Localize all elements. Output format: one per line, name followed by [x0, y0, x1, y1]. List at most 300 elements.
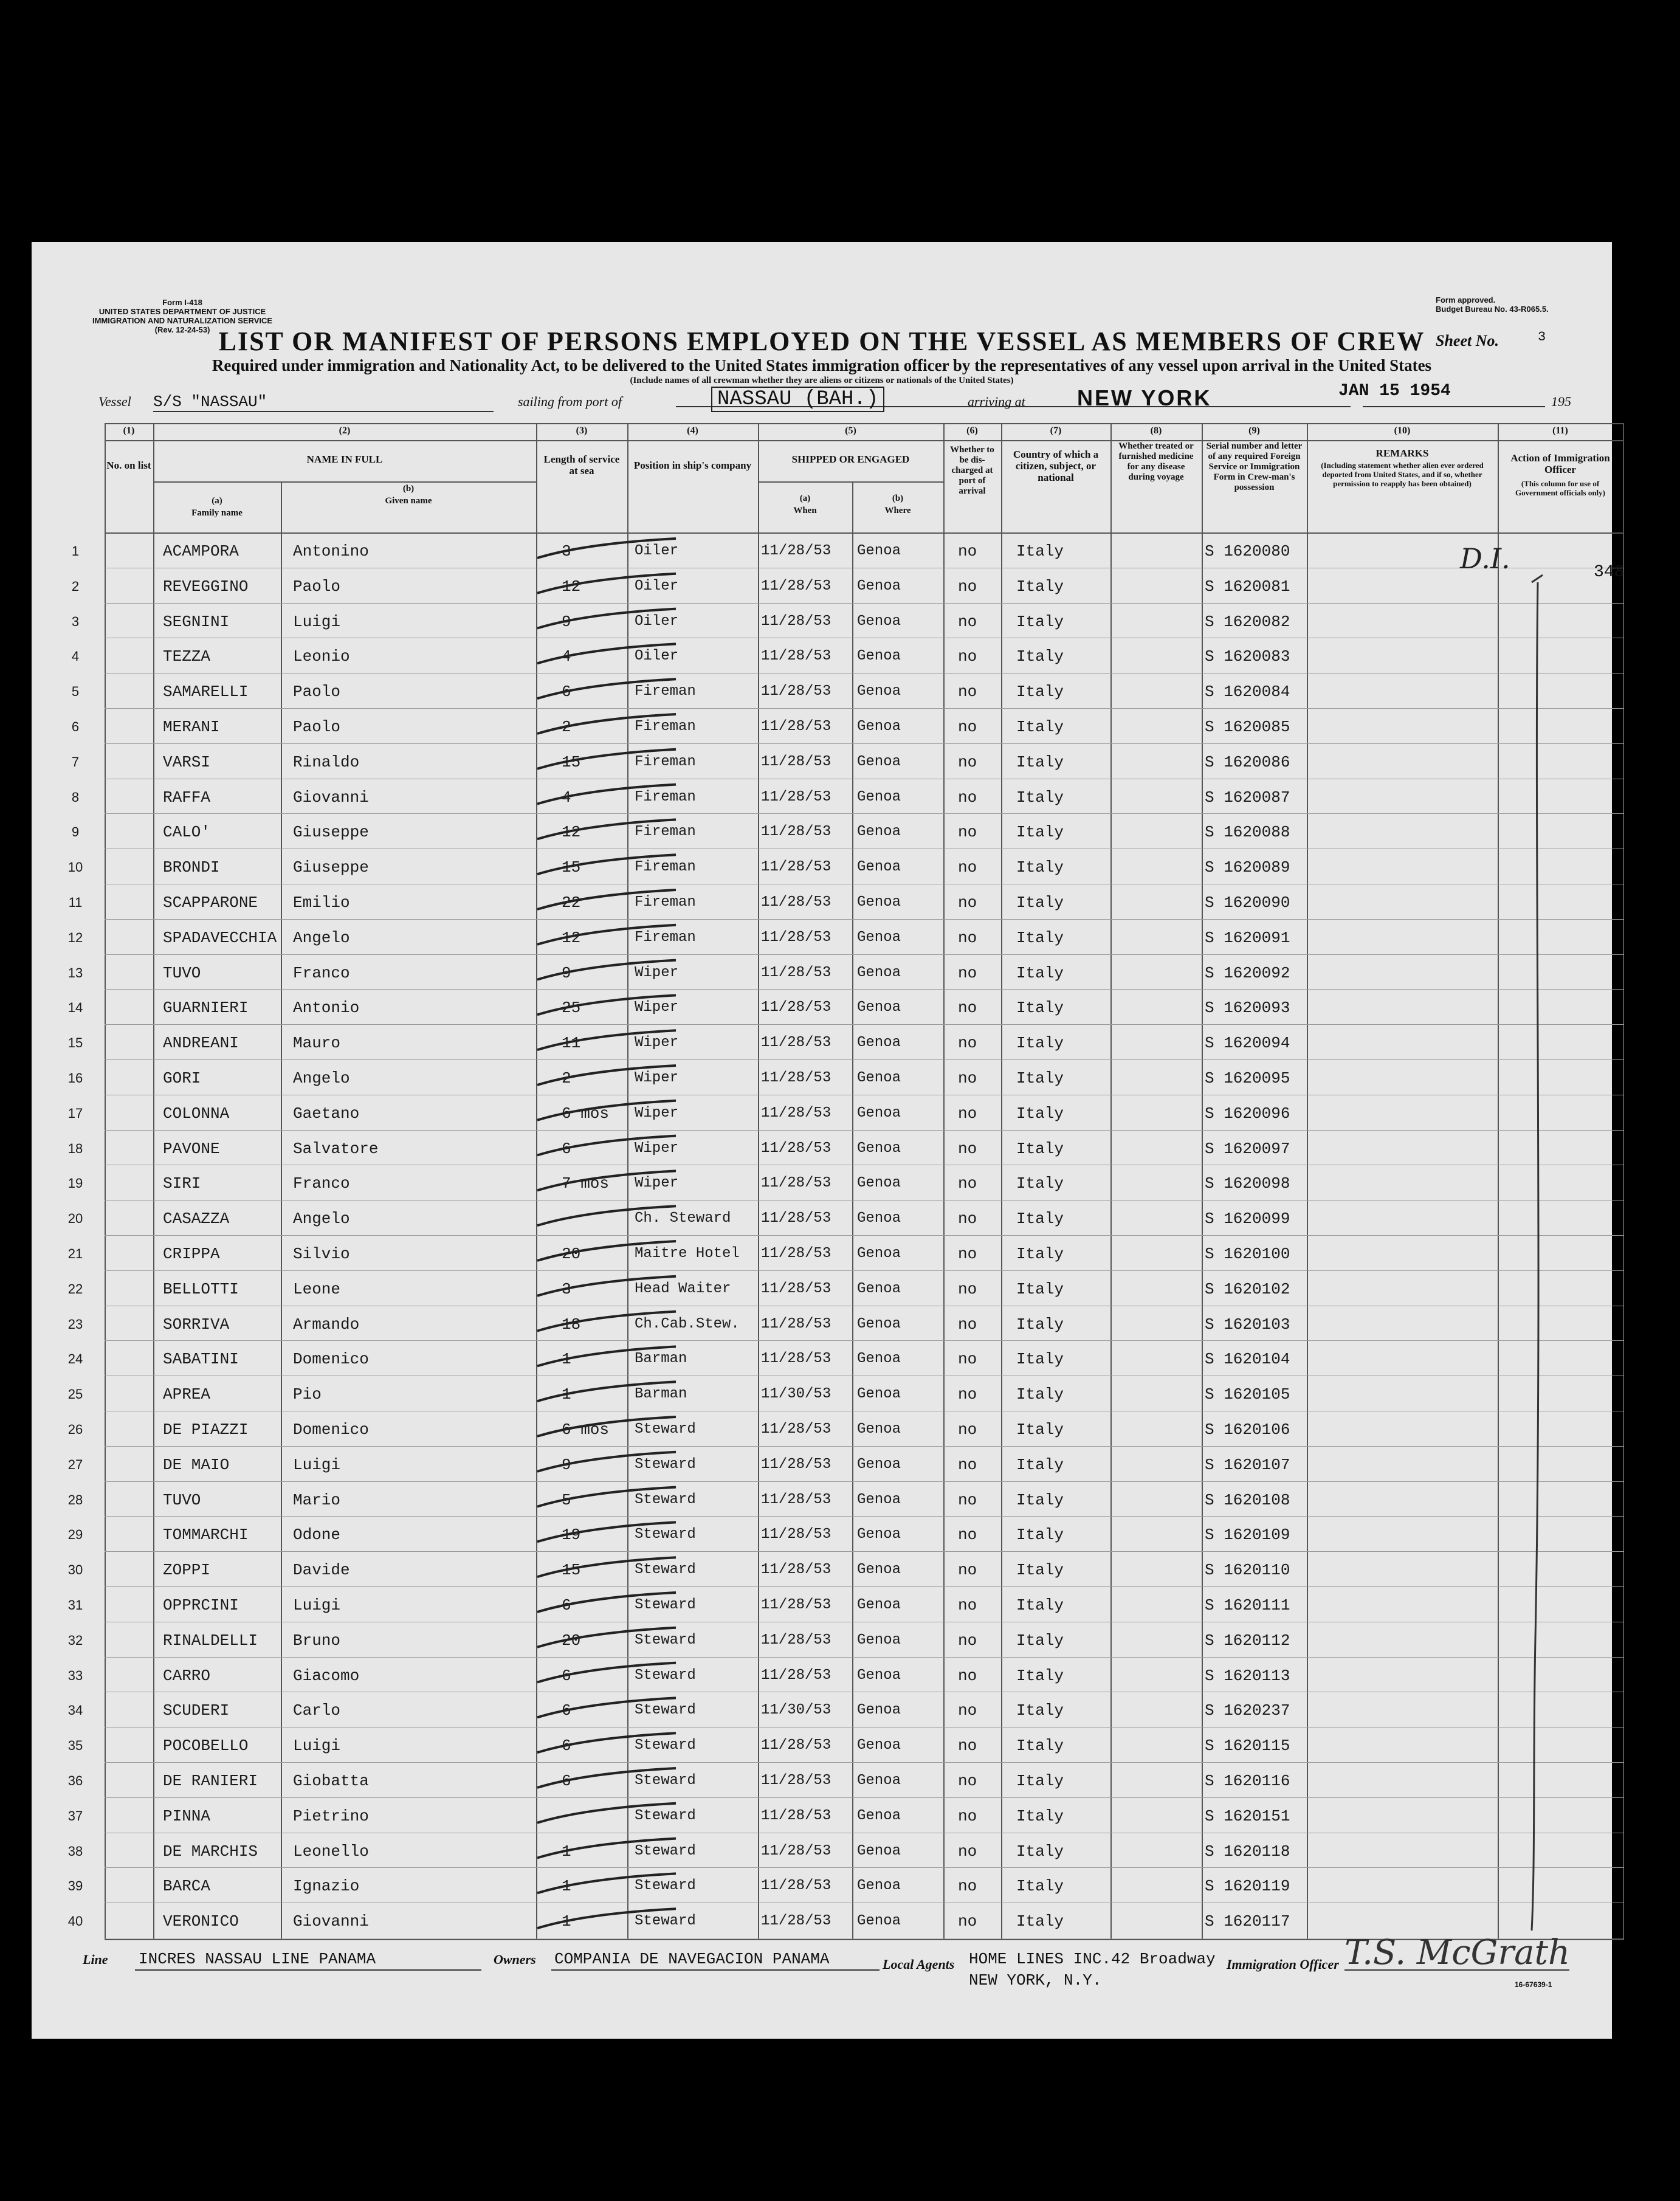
crew-family-name: SAMARELLI: [163, 683, 249, 701]
check-mark: [537, 1066, 679, 1086]
crew-shipped-where: Genoa: [857, 1702, 901, 1719]
crew-position: Oiler: [635, 648, 679, 665]
form-approval: [1436, 295, 1549, 314]
crew-discharged: no: [958, 1280, 977, 1298]
crew-discharged: no: [958, 1807, 977, 1825]
crew-serial-number: S 1620118: [1205, 1842, 1290, 1861]
crew-country: Italy: [1016, 1596, 1064, 1614]
form-number: Form I-418: [162, 298, 202, 307]
manifest-sheet: [32, 242, 1625, 2039]
crew-shipped-when: 11/28/53: [761, 613, 831, 630]
crew-country: Italy: [1016, 963, 1064, 982]
crew-discharged: no: [958, 1245, 977, 1263]
crew-given-name: Franco: [293, 963, 350, 982]
header-name-in-full: NAME IN FULL: [306, 453, 383, 465]
sheet-number-label: Sheet No.: [1436, 332, 1499, 350]
crew-country: Italy: [1016, 577, 1064, 596]
crew-country: Italy: [1016, 1315, 1064, 1334]
crew-discharged: no: [958, 1315, 977, 1334]
crew-country: Italy: [1016, 1455, 1064, 1474]
row-number: 10: [67, 859, 83, 875]
crew-shipped-when: 11/28/53: [761, 1772, 831, 1789]
include-note: (Include names of all crewman whether they are aliens or citizens or nationals of the United States): [630, 376, 1014, 385]
crew-shipped-where: Genoa: [857, 824, 901, 841]
crew-position: Steward: [635, 1702, 696, 1719]
check-mark: [537, 1312, 676, 1331]
crew-family-name: DE MARCHIS: [163, 1842, 258, 1861]
crew-shipped-where: Genoa: [857, 1104, 901, 1121]
crew-shipped-when: 11/28/53: [761, 1070, 831, 1086]
row-number: 16: [67, 1070, 83, 1086]
crew-position: Wiper: [635, 1104, 679, 1121]
crew-family-name: BRONDI: [163, 858, 220, 877]
crew-position: Oiler: [635, 613, 679, 630]
row-number: 9: [71, 824, 80, 840]
crew-given-name: Leone: [293, 1280, 341, 1298]
crew-country: Italy: [1016, 788, 1064, 807]
crew-shipped-when: 11/30/53: [761, 1702, 831, 1719]
crew-serial-number: S 1620084: [1205, 683, 1290, 701]
crew-shipped-when: 11/28/53: [761, 1913, 831, 1930]
check-mark: [537, 1030, 679, 1053]
side-number: 348: [1594, 563, 1625, 582]
crew-given-name: Bruno: [293, 1631, 341, 1650]
crew-position: Steward: [635, 1491, 696, 1508]
header-remarks-note: (Including statement whether alien ever ordered deported from United States, and if so, whether permission to reapply has been obtained): [1321, 461, 1484, 488]
crew-family-name: APREA: [163, 1385, 211, 1404]
crew-country: Italy: [1016, 753, 1064, 771]
crew-serial-number: S 1620103: [1205, 1315, 1290, 1334]
crew-serial-number: S 1620111: [1205, 1596, 1290, 1614]
crew-family-name: ZOPPI: [163, 1561, 211, 1580]
crew-country: Italy: [1016, 1490, 1064, 1509]
crew-position: Oiler: [635, 543, 679, 559]
sheet-number-value: 3: [1538, 329, 1546, 345]
check-mark: [537, 1698, 676, 1717]
row-number: 20: [67, 1211, 83, 1227]
year-underline: [1363, 406, 1545, 407]
row-number: 13: [67, 965, 83, 980]
row-number: 11: [68, 895, 83, 910]
crew-discharged: no: [958, 894, 977, 912]
crew-shipped-where: Genoa: [857, 788, 901, 805]
check-mark: [537, 644, 676, 663]
crew-shipped-when: 11/28/53: [761, 929, 831, 946]
crew-shipped-when: 11/28/53: [761, 1562, 831, 1579]
crew-discharged: no: [958, 1174, 977, 1193]
crew-position: Ch. Steward: [635, 1210, 731, 1227]
crew-family-name: PINNA: [163, 1807, 211, 1825]
crew-shipped-when: 11/28/53: [761, 999, 831, 1016]
crew-discharged: no: [958, 1772, 977, 1790]
crew-country: Italy: [1016, 1807, 1064, 1825]
crew-family-name: DE MAIO: [163, 1455, 230, 1474]
crew-shipped-when: 11/28/53: [761, 577, 831, 594]
crew-shipped-where: Genoa: [857, 1562, 901, 1579]
crew-given-name: Luigi: [293, 1596, 341, 1614]
crew-serial-number: S 1620085: [1205, 718, 1290, 736]
crew-country: Italy: [1016, 1737, 1064, 1755]
crew-given-name: Domenico: [293, 1421, 369, 1439]
crew-serial-number: S 1620094: [1205, 1034, 1290, 1053]
row-number: 36: [67, 1773, 83, 1788]
crew-shipped-where: Genoa: [857, 1315, 901, 1332]
check-mark: [537, 1101, 676, 1120]
row-number: 23: [67, 1316, 83, 1332]
crew-position: Steward: [635, 1807, 696, 1824]
crew-length-of-service: 1: [562, 1350, 571, 1369]
page-title: LIST OR MANIFEST OF PERSONS EMPLOYED ON THE VESSEL AS MEMBERS OF CREW: [218, 326, 1425, 356]
crew-given-name: Davide: [293, 1561, 350, 1580]
crew-length-of-service: 6: [562, 1701, 571, 1720]
row-number: 35: [67, 1738, 83, 1754]
crew-discharged: no: [958, 1701, 977, 1720]
crew-shipped-when: 11/28/53: [761, 1667, 831, 1684]
officer-mark: D.I.: [1460, 542, 1510, 575]
col-num-4: (4): [687, 425, 698, 436]
crew-family-name: SORRIVA: [163, 1315, 230, 1334]
crew-shipped-where: Genoa: [857, 648, 901, 665]
crew-country: Italy: [1016, 612, 1064, 631]
sailing-from-label: sailing from port of: [518, 394, 622, 409]
check-mark: [537, 1487, 676, 1507]
crew-position: Steward: [635, 1878, 696, 1895]
row-number: 19: [67, 1176, 83, 1191]
crew-shipped-where: Genoa: [857, 683, 901, 700]
crew-length-of-service: 9: [562, 963, 571, 982]
header-when-sub: (a): [799, 494, 811, 503]
crew-family-name: ACAMPORA: [163, 542, 239, 560]
crew-length-of-service: 6: [562, 683, 571, 701]
row-number: 29: [67, 1527, 83, 1543]
crew-discharged: no: [958, 612, 977, 631]
officer-bracket-line: [1532, 582, 1538, 1931]
crew-country: Italy: [1016, 1421, 1064, 1439]
col-num-2: (2): [339, 425, 351, 436]
crew-family-name: CRIPPA: [163, 1245, 220, 1263]
crew-discharged: no: [958, 1350, 977, 1369]
crew-serial-number: S 1620104: [1205, 1350, 1290, 1369]
crew-given-name: Odone: [293, 1526, 341, 1545]
crew-discharged: no: [958, 718, 977, 736]
check-mark: [537, 1733, 676, 1752]
header-length-of-service: Length of service at sea: [543, 453, 620, 477]
agency-service: IMMIGRATION AND NATURALIZATION SERVICE: [92, 316, 273, 325]
crew-shipped-when: 11/28/53: [761, 1456, 831, 1473]
row-number: 28: [67, 1492, 83, 1507]
crew-country: Italy: [1016, 1631, 1064, 1650]
requirement-text: Required under immigration and Nationality Act, to be delivered to the United States immigration officer by the representatives of any vessel upon arrival in the United States: [212, 356, 1432, 374]
crew-serial-number: S 1620106: [1205, 1421, 1290, 1439]
crew-position: Fireman: [635, 929, 696, 946]
crew-serial-number: S 1620090: [1205, 894, 1290, 912]
header-discharged: Whether to be dis-charged at port of arrival: [950, 445, 994, 496]
crew-position: Oiler: [635, 577, 679, 594]
header-given-name: Given name: [385, 496, 432, 506]
crew-given-name: Giobatta: [293, 1772, 369, 1790]
check-mark: [537, 1873, 676, 1896]
crew-given-name: Giuseppe: [293, 858, 369, 877]
crew-shipped-where: Genoa: [857, 929, 901, 946]
crew-country: Italy: [1016, 894, 1064, 912]
check-mark: [537, 855, 676, 874]
crew-shipped-when: 11/28/53: [761, 1878, 831, 1895]
crew-discharged: no: [958, 1490, 977, 1509]
crew-country: Italy: [1016, 1280, 1064, 1298]
crew-length-of-service: 1: [562, 1912, 571, 1931]
col-num-8: (8): [1150, 425, 1162, 436]
crew-shipped-where: Genoa: [857, 1351, 901, 1368]
col-num-1: (1): [123, 425, 135, 436]
crew-family-name: VARSI: [163, 753, 211, 771]
crew-position: Steward: [635, 1772, 696, 1789]
arriving-at-port: NEW YORK: [1077, 385, 1212, 410]
crew-position: Steward: [635, 1597, 696, 1613]
crew-country: Italy: [1016, 928, 1064, 947]
row-number: 2: [71, 578, 80, 594]
crew-given-name: Giuseppe: [293, 823, 369, 842]
crew-shipped-where: Genoa: [857, 1772, 901, 1789]
crew-shipped-when: 11/28/53: [761, 683, 831, 700]
crew-serial-number: S 1620117: [1205, 1912, 1290, 1931]
crew-position: Steward: [635, 1456, 696, 1473]
crew-position: Fireman: [635, 788, 696, 805]
crew-given-name: Ignazio: [293, 1877, 360, 1896]
crew-country: Italy: [1016, 1701, 1064, 1720]
crew-position: Head Waiter: [635, 1280, 731, 1297]
row-number: 15: [67, 1035, 83, 1051]
crew-discharged: no: [958, 577, 977, 596]
check-mark: [537, 749, 676, 769]
col-num-10: (10): [1394, 425, 1411, 436]
crew-discharged: no: [958, 753, 977, 771]
footer-agents-value-2: NEW YORK, N.Y.: [969, 1971, 1102, 1989]
crew-family-name: RAFFA: [163, 788, 211, 807]
header-when: When: [793, 506, 817, 515]
crew-country: Italy: [1016, 1350, 1064, 1369]
crew-length-of-service: 18: [562, 1315, 581, 1334]
crew-shipped-where: Genoa: [857, 1175, 901, 1192]
row-number: 14: [67, 1000, 83, 1016]
crew-family-name: BELLOTTI: [163, 1280, 239, 1298]
crew-length-of-service: 9: [562, 1455, 571, 1474]
crew-country: Italy: [1016, 858, 1064, 877]
crew-serial-number: S 1620105: [1205, 1385, 1290, 1404]
crew-country: Italy: [1016, 1877, 1064, 1896]
crew-shipped-where: Genoa: [857, 1667, 901, 1684]
crew-shipped-when: 11/28/53: [761, 1737, 831, 1754]
check-mark: [537, 609, 679, 630]
crew-given-name: Rinaldo: [293, 753, 360, 771]
crew-serial-number: S 1620110: [1205, 1561, 1290, 1580]
crew-discharged: no: [958, 999, 977, 1018]
crew-given-name: Antonino: [293, 542, 369, 560]
crew-family-name: SCAPPARONE: [163, 894, 258, 912]
form-approved-text: Form approved.: [1436, 295, 1496, 305]
crew-given-name: Mario: [293, 1490, 341, 1509]
crew-given-name: Antonio: [293, 999, 360, 1018]
crew-length-of-service: 11: [562, 1034, 581, 1053]
crew-given-name: Luigi: [293, 612, 341, 631]
row-number: 6: [71, 719, 80, 734]
row-number: 8: [71, 789, 80, 805]
crew-given-name: Angelo: [293, 1069, 350, 1087]
crew-shipped-when: 11/28/53: [761, 1280, 831, 1297]
crew-position: Wiper: [635, 1140, 679, 1157]
crew-shipped-when: 11/28/53: [761, 1315, 831, 1332]
crew-serial-number: S 1620091: [1205, 928, 1290, 947]
crew-shipped-when: 11/28/53: [761, 1210, 831, 1227]
row-number: 5: [71, 684, 80, 700]
header-medicine: Whether treated or furnished medicine for any disease during voyage: [1118, 441, 1194, 482]
col-num-7: (7): [1050, 425, 1062, 436]
footer-officer-underline: [1344, 1969, 1569, 1971]
crew-serial-number: S 1620237: [1205, 1701, 1290, 1720]
crew-shipped-when: 11/28/53: [761, 1140, 831, 1157]
crew-country: Italy: [1016, 1772, 1064, 1790]
row-number: 32: [67, 1632, 83, 1648]
crew-discharged: no: [958, 1455, 977, 1474]
crew-country: Italy: [1016, 999, 1064, 1018]
crew-position: Wiper: [635, 1070, 679, 1086]
crew-given-name: Armando: [293, 1315, 360, 1334]
crew-serial-number: S 1620081: [1205, 577, 1290, 596]
crew-length-of-service: 19: [562, 1526, 581, 1545]
check-mark: [537, 819, 676, 842]
crew-serial-number: S 1620107: [1205, 1455, 1290, 1474]
crew-discharged: no: [958, 1421, 977, 1439]
crew-position: Steward: [635, 1526, 696, 1543]
crew-shipped-when: 11/28/53: [761, 1351, 831, 1368]
crew-serial-number: S 1620097: [1205, 1139, 1290, 1158]
crew-length-of-service: 6 mos: [562, 1421, 610, 1439]
crew-discharged: no: [958, 1737, 977, 1755]
crew-family-name: BARCA: [163, 1877, 211, 1896]
crew-shipped-when: 11/28/53: [761, 1421, 831, 1438]
check-mark: [537, 1136, 679, 1157]
crew-length-of-service: 2: [562, 718, 571, 736]
row-number: 33: [67, 1667, 83, 1683]
crew-length-of-service: 5: [562, 1490, 571, 1509]
crew-shipped-where: Genoa: [857, 1807, 901, 1824]
crew-serial-number: S 1620100: [1205, 1245, 1290, 1263]
crew-given-name: Giovanni: [293, 1912, 369, 1931]
crew-position: Maitre Hotel: [635, 1245, 740, 1262]
crew-shipped-where: Genoa: [857, 1913, 901, 1930]
crew-shipped-where: Genoa: [857, 999, 901, 1016]
crew-length-of-service: 12: [562, 928, 581, 947]
footer-owners-label: Owners: [494, 1952, 536, 1967]
crew-serial-number: S 1620113: [1205, 1666, 1290, 1685]
crew-shipped-when: 11/30/53: [761, 1386, 831, 1403]
crew-shipped-when: 11/28/53: [761, 543, 831, 559]
crew-length-of-service: 1: [562, 1877, 571, 1896]
crew-serial-number: S 1620087: [1205, 788, 1290, 807]
crew-family-name: DE PIAZZI: [163, 1421, 249, 1439]
crew-shipped-when: 11/28/53: [761, 753, 831, 770]
crew-discharged: no: [958, 1034, 977, 1053]
crew-discharged: no: [958, 1104, 977, 1123]
crew-given-name: Gaetano: [293, 1104, 360, 1123]
crew-serial-number: S 1620115: [1205, 1737, 1290, 1755]
year-label: 195: [1551, 394, 1571, 409]
col-num-6: (6): [966, 425, 978, 436]
check-mark: [537, 714, 676, 734]
check-mark: [537, 1593, 676, 1612]
row-number: 17: [67, 1105, 83, 1121]
crew-family-name: GORI: [163, 1069, 201, 1087]
col-num-9: (9): [1248, 425, 1260, 436]
crew-serial-number: S 1620109: [1205, 1526, 1290, 1545]
footer-form-code: 16-67639-1: [1515, 1980, 1552, 1989]
arriving-at-label: arriving at: [968, 394, 1025, 409]
crew-shipped-where: Genoa: [857, 1491, 901, 1508]
crew-given-name: Giacomo: [293, 1666, 360, 1685]
crew-given-name: Leonello: [293, 1842, 369, 1861]
crew-shipped-where: Genoa: [857, 1140, 901, 1157]
col-num-11: (11): [1552, 425, 1568, 436]
check-mark: [537, 1522, 676, 1541]
crew-country: Italy: [1016, 718, 1064, 736]
crew-serial-number: S 1620089: [1205, 858, 1290, 877]
crew-length-of-service: 6: [562, 1666, 571, 1685]
budget-bureau-number: Budget Bureau No. 43-R065.5.: [1436, 305, 1549, 314]
header-action-note: (This column for use of Government officials only): [1515, 479, 1606, 497]
crew-discharged: no: [958, 788, 977, 807]
vessel-name: S/S "NASSAU": [153, 393, 494, 412]
crew-country: Italy: [1016, 1842, 1064, 1861]
crew-position: Steward: [635, 1737, 696, 1754]
crew-family-name: VERONICO: [163, 1912, 239, 1931]
crew-position: Fireman: [635, 894, 696, 911]
row-number: 4: [71, 649, 80, 664]
agency-department: UNITED STATES DEPARTMENT OF JUSTICE: [98, 307, 266, 316]
crew-position: Wiper: [635, 964, 679, 981]
crew-position: Wiper: [635, 999, 679, 1016]
crew-family-name: GUARNIERI: [163, 999, 249, 1018]
crew-discharged: no: [958, 1877, 977, 1896]
crew-given-name: Angelo: [293, 1210, 350, 1228]
crew-discharged: no: [958, 1561, 977, 1580]
crew-discharged: no: [958, 1139, 977, 1158]
header-given-sub: (b): [402, 484, 415, 494]
footer-line-value: INCRES NASSAU LINE PANAMA: [139, 1950, 376, 1968]
crew-family-name: MERANI: [163, 718, 220, 736]
row-number: 34: [67, 1703, 83, 1718]
crew-discharged: no: [958, 1526, 977, 1545]
crew-family-name: ANDREANI: [163, 1034, 239, 1053]
crew-serial-number: S 1620093: [1205, 999, 1290, 1018]
crew-shipped-when: 11/28/53: [761, 894, 831, 911]
crew-shipped-when: 11/28/53: [761, 1104, 831, 1121]
crew-shipped-where: Genoa: [857, 1210, 901, 1227]
date-stamp: JAN 15 1954: [1338, 382, 1451, 401]
header-where-sub: (b): [892, 494, 904, 503]
crew-serial-number: S 1620086: [1205, 753, 1290, 771]
row-number: 30: [67, 1562, 83, 1578]
crew-shipped-where: Genoa: [857, 1035, 901, 1052]
crew-length-of-service: 1: [562, 1385, 571, 1404]
check-mark: [537, 1276, 676, 1296]
officer-bracket-hook: [1532, 575, 1543, 582]
crew-length-of-service: 6: [562, 1772, 571, 1790]
sailing-from-port: NASSAU (BAH.): [711, 387, 884, 412]
crew-shipped-where: Genoa: [857, 718, 901, 735]
crew-position: Ch.Cab.Stew.: [635, 1315, 740, 1332]
check-mark: [537, 995, 676, 1014]
crew-serial-number: S 1620082: [1205, 612, 1290, 631]
row-number: 12: [67, 929, 83, 945]
